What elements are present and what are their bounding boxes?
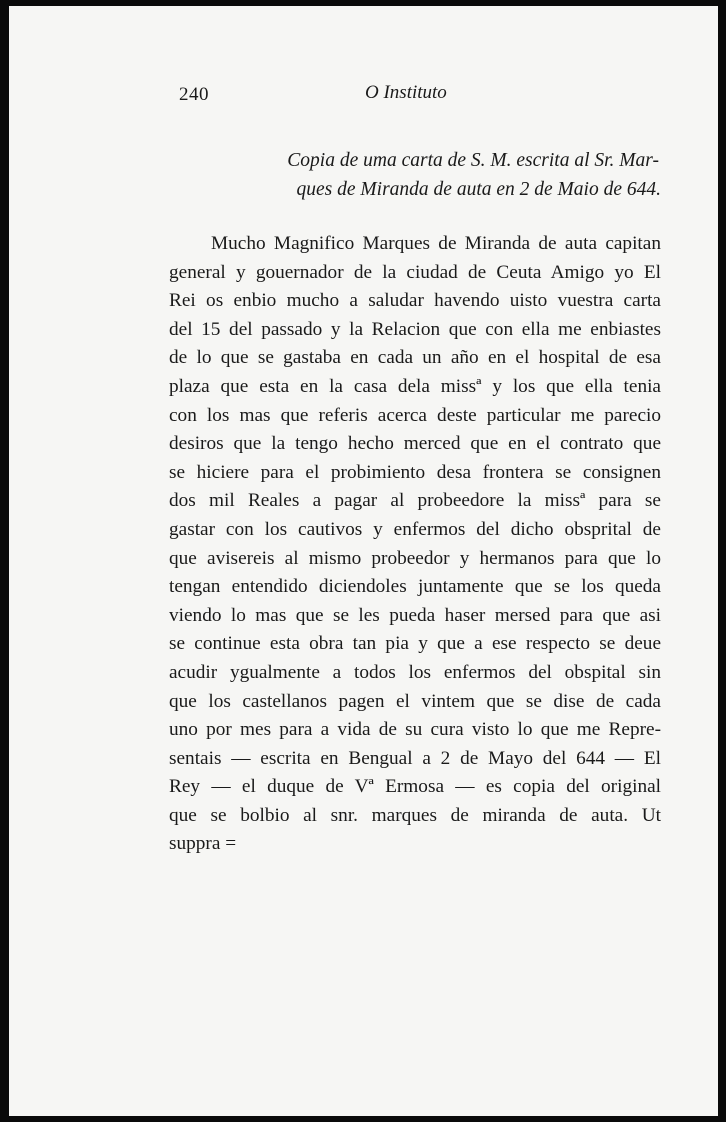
letter-heading-line: ques de Miranda de auta en 2 de Maio de 644. (296, 179, 661, 200)
letter-heading-line: Copia de uma carta de S. M. escrita al Sr. Mar- (287, 150, 659, 171)
body-line: desiros que la tengo hecho merced que en el contrato que (169, 433, 661, 455)
body-line: se hiciere para el probimiento desa frontera se consignen (169, 461, 661, 483)
body-line: plaza que esta en la casa dela missª y los que ella tenia (169, 375, 661, 397)
body-line: Rei os enbio mucho a saludar havendo uisto vuestra carta (169, 290, 661, 312)
body-line: de lo que se gastaba en cada un año en el hospital de esa (169, 347, 661, 369)
body-line: tengan entendido diciendoles juntamente que se los queda (169, 576, 661, 598)
body-line: que los castellanos pagen el vintem que se dise de cada (169, 690, 661, 712)
body-line: sentais — escrita en Bengual a 2 de Mayo del 644 — El (169, 747, 661, 769)
body-line: gastar con los cautivos y enfermos del dicho obsprital de (169, 518, 661, 540)
body-line: del 15 del passado y la Relacion que con ella me enbiastes (169, 318, 661, 340)
body-line: con los mas que referis acerca deste particular me parecio (169, 404, 661, 426)
body-line: se continue esta obra tan pia y que a ese respecto se deue (169, 633, 661, 655)
body-line: viendo lo mas que se les pueda haser mersed para que asi (169, 604, 661, 626)
letter-body (169, 230, 661, 859)
page-content (169, 6, 661, 859)
body-line: Mucho Magnifico Marques de Miranda de auta capitan (211, 233, 661, 254)
page-number: 240 (179, 84, 209, 105)
body-line: acudir ygualmente a todos los enfermos del obspital sin (169, 661, 661, 683)
body-line: general y gouernador de la ciudad de Ceuta Amigo yo El (169, 261, 661, 283)
body-line: suppra = (169, 833, 237, 855)
body-line: que avisereis al mismo probeedor y hermanos para que lo (169, 547, 661, 569)
body-line: dos mil Reales a pagar al probeedore la missª para se (169, 490, 661, 512)
body-line: uno por mes para a vida de su cura visto lo que me Repre- (169, 719, 661, 741)
body-line: Rey — el duque de Vª Ermosa — es copia del original (169, 776, 661, 798)
page-header (169, 78, 661, 108)
running-title: O Instituto (365, 82, 447, 103)
body-line: que se bolbio al snr. marques de miranda de auta. Ut (169, 804, 661, 826)
letter-heading (169, 146, 661, 204)
